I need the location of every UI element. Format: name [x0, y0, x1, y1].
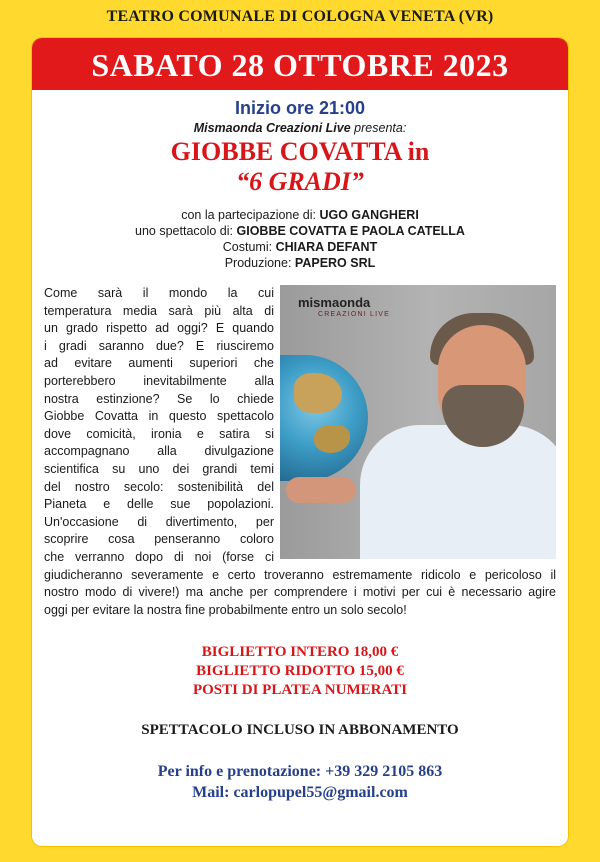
email-contact[interactable]: Mail: carlopupel55@gmail.com — [192, 784, 408, 801]
credits-block — [32, 207, 568, 271]
description-line: i gradi saranno due? E riusciremo — [44, 338, 274, 353]
credit-label: Produzione: — [224, 256, 292, 270]
description-line: nostra estinzione? Se lo chiede — [44, 391, 274, 406]
description-area — [32, 285, 568, 633]
date-banner: SABATO 28 OTTOBRE 2023 — [32, 38, 568, 90]
ticket-prices — [32, 643, 568, 700]
credit-label: Costumi: — [222, 240, 273, 254]
description-line: giudicheranno severamente e certo troveranno estremamente ridicolo e pericoloso il — [44, 567, 556, 582]
presenter-verb: presenta: — [354, 121, 407, 135]
credit-value: GIOBBE COVATTA E PAOLA CATELLA — [236, 224, 465, 238]
venue-title: TEATRO COMUNALE DI COLOGNA VENETA (VR) — [106, 8, 494, 25]
credit-label: con la partecipazione di: — [181, 208, 316, 222]
description-line: accompagnano alla divulgazione — [44, 444, 274, 459]
description-line: Giobbe Covatta in questo spettacolo — [44, 409, 274, 424]
presenter-line — [32, 121, 568, 135]
poster-card — [32, 38, 568, 846]
description-line: un grado rispetto ad oggi? E quando — [44, 321, 274, 336]
phone-contact[interactable]: Per info e prenotazione: +39 329 2105 863 — [157, 763, 443, 780]
headline: GIOBBE COVATTA in — [170, 137, 430, 166]
description-line: nostro modo di vivere!) ma anche per comprendere i motivi per cui è necessario agire — [44, 585, 556, 600]
mismaonda-logo: mismaonda — [298, 295, 371, 310]
description-line: Pianeta e delle sue popolazioni. — [44, 497, 274, 512]
description-line: Come sarà il mondo la cui — [44, 286, 274, 300]
presenter-company: Mismaonda Creazioni Live — [193, 121, 351, 135]
ticket-full-price: BIGLIETTO INTERO 18,00 € — [201, 644, 399, 660]
subscription-note: SPETTACOLO INCLUSO IN ABBONAMENTO — [141, 722, 459, 738]
credit-value: UGO GANGHERI — [319, 208, 419, 222]
show-title: “6 GRADI” — [236, 167, 364, 196]
contact-info — [32, 761, 568, 803]
credit-label: uno spettacolo di: — [135, 224, 234, 238]
credit-line — [32, 207, 568, 223]
description-line: temperatura media sarà più alta di — [44, 303, 274, 318]
description-line: scoprire cosa penseranno coloro — [44, 532, 274, 547]
show-description — [44, 285, 556, 619]
description-line: ad evitare aumenti superiori che — [44, 356, 274, 371]
credit-value: PAPERO SRL — [294, 256, 376, 270]
mismaonda-logo-subtitle: CREAZIONI LIVE — [318, 311, 391, 318]
description-line: Un'occasione di divertimento, per — [44, 514, 274, 529]
description-line: che verranno dopo di noi (forse ci — [44, 549, 274, 564]
description-line: porterebbero inevitabilmente alla — [44, 373, 274, 388]
credit-line — [32, 223, 568, 239]
credit-line — [32, 239, 568, 255]
description-line: oggi per evitare la nostra fine probabilmente entro un solo secolo! — [44, 602, 407, 617]
credit-line — [32, 255, 568, 271]
description-line: dove comicità, ironia e satira si — [44, 426, 274, 441]
description-line: del nostro secolo: sostenibilità del — [44, 479, 274, 494]
credit-value: CHIARA DEFANT — [275, 240, 378, 254]
start-time: Inizio ore 21:00 — [234, 98, 366, 118]
numbered-seats-note: POSTI DI PLATEA NUMERATI — [192, 682, 408, 698]
ticket-reduced-price: BIGLIETTO RIDOTTO 15,00 € — [196, 663, 404, 679]
description-line: scientifica su uno dei grandi temi — [44, 461, 274, 476]
